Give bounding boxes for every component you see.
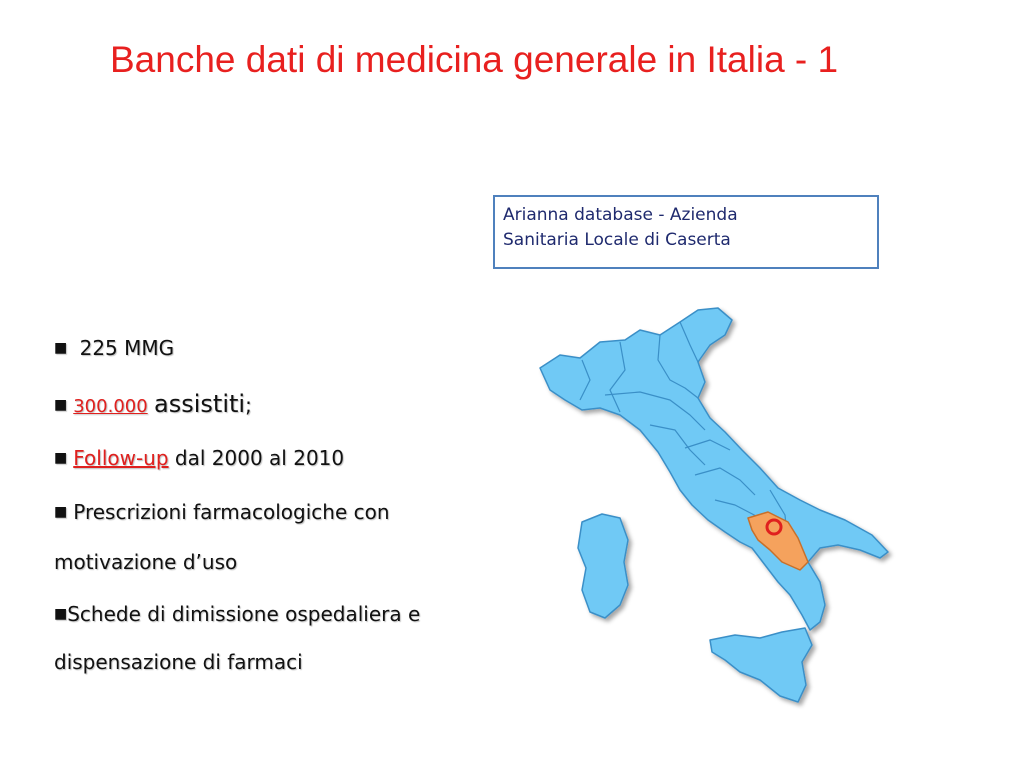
bullet-punct: ; — [245, 393, 252, 417]
bullet-square-icon: ■ — [54, 450, 68, 466]
assistiti-count-link[interactable]: 300.000 — [73, 396, 148, 417]
source-line-1: Arianna database - Azienda — [503, 205, 738, 225]
bullet-follow-up — [54, 446, 344, 470]
bullet-square-icon: ■ — [54, 606, 68, 622]
bullet-text: Schede di dimissione ospedaliera e — [67, 602, 421, 626]
bullet-schede — [54, 602, 420, 626]
bullet-prescrizioni-cont: motivazione d’uso — [54, 550, 238, 574]
bullet-text: 225 MMG — [79, 336, 175, 360]
bullet-text: assistiti — [154, 390, 246, 418]
bullet-square-icon: ■ — [54, 340, 68, 356]
bullet-mmg — [54, 336, 174, 360]
sardinia-shape — [578, 514, 628, 618]
source-line-2: Sanitaria Locale di Caserta — [503, 230, 731, 250]
bullet-square-icon: ■ — [54, 504, 68, 520]
slide-title: Banche dati di medicina generale in Italia - 1 — [110, 39, 839, 80]
bullet-square-icon: ■ — [54, 397, 68, 413]
bullet-text: Prescrizioni farmacologiche con — [73, 500, 390, 524]
bullet-assistiti — [54, 390, 252, 418]
bullet-text: dal 2000 al 2010 — [174, 446, 345, 470]
bullet-prescrizioni — [54, 500, 390, 524]
bullet-schede-cont: dispensazione di farmaci — [54, 650, 303, 674]
source-box — [493, 195, 879, 269]
sicily-shape — [710, 628, 812, 702]
follow-up-link[interactable]: Follow-up — [73, 446, 169, 470]
italy-map — [520, 300, 900, 710]
